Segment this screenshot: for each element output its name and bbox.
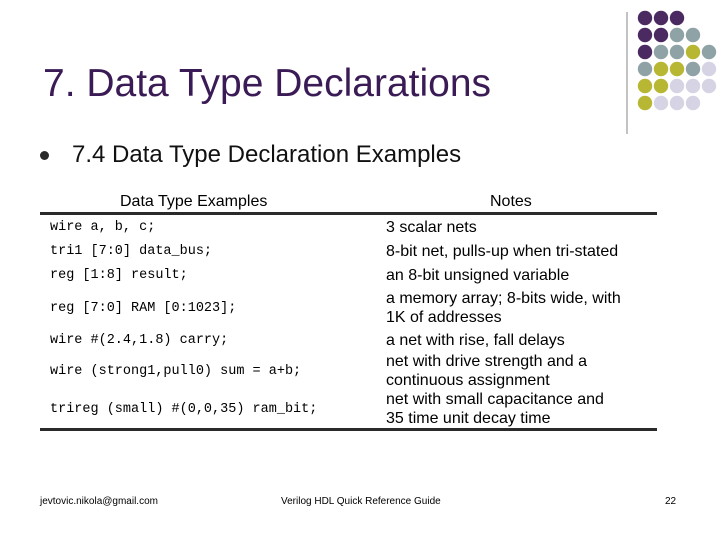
bullet-icon: [40, 151, 49, 160]
decorative-dot: [654, 96, 668, 110]
note-line: 8-bit net, pulls-up when tri-stated: [386, 242, 619, 260]
decorative-dot: [654, 62, 668, 76]
footer-title: Verilog HDL Quick Reference Guide: [281, 496, 441, 507]
decorative-dot: [702, 45, 716, 59]
note-cell: [376, 215, 657, 239]
decorative-dot: [638, 62, 652, 76]
header-examples: Data Type Examples: [120, 193, 268, 210]
note-cell: [376, 263, 657, 288]
bullet-item: [40, 141, 461, 169]
table-bottom-rule: [40, 428, 657, 431]
header-notes: Notes: [490, 193, 532, 210]
decorative-dot: [670, 96, 684, 110]
footer-email: jevtovic.nikola@gmail.com: [40, 496, 158, 507]
decorative-dot: [686, 79, 700, 93]
decorative-dot: [638, 11, 652, 25]
decorative-dot: [686, 45, 700, 59]
table-row: [40, 390, 657, 428]
code-cell: reg [7:0] RAM [0:1023];: [50, 300, 237, 316]
code-cell: wire #(2.4,1.8) carry;: [50, 332, 229, 348]
code-cell: tri1 [7:0] data_bus;: [50, 243, 213, 259]
note-line: 3 scalar nets: [386, 218, 477, 236]
decorative-dot: [654, 45, 668, 59]
decorative-dot: [670, 62, 684, 76]
decorative-dot: [654, 79, 668, 93]
note-cell: [376, 288, 657, 328]
code-cell: reg [1:8] result;: [50, 268, 188, 283]
note-line: 35 time unit decay time: [386, 410, 551, 427]
decorative-dot: [654, 28, 668, 42]
note-cell: [376, 239, 657, 263]
note-line: a memory array; 8-bits wide, with: [386, 290, 621, 307]
code-cell: wire (strong1,pull0) sum = a+b;: [50, 363, 302, 379]
decorative-dot: [670, 45, 684, 59]
note-cell: [376, 390, 657, 428]
decorative-dot: [702, 62, 716, 76]
decorative-dot: [638, 96, 652, 110]
page-number: 22: [665, 496, 677, 507]
note-cell: [376, 328, 657, 352]
decorative-dot: [638, 28, 652, 42]
decorative-dot: [686, 62, 700, 76]
table-row: [40, 352, 657, 390]
decorative-dot: [670, 11, 684, 25]
table-row: [40, 328, 657, 352]
decorative-dot: [686, 28, 700, 42]
decorative-dot: [686, 96, 700, 110]
note-line: 1K of addresses: [386, 309, 502, 326]
note-line: an 8-bit unsigned variable: [386, 267, 570, 284]
decorative-dot: [638, 79, 652, 93]
table-row: [40, 215, 657, 239]
note-cell: [376, 352, 657, 390]
decorative-dot: [702, 79, 716, 93]
slide-title: 7. Data Type Declarations: [43, 62, 492, 105]
code-cell: wire a, b, c;: [50, 219, 156, 235]
code-cell: trireg (small) #(0,0,35) ram_bit;: [50, 401, 318, 417]
decorative-dot: [670, 79, 684, 93]
note-line: a net with rise, fall delays: [386, 331, 565, 349]
bullet-text: 7.4 Data Type Declaration Examples: [72, 141, 462, 168]
note-line: net with drive strength and a: [386, 353, 588, 370]
decorative-dot: [654, 11, 668, 25]
decorative-dot: [638, 45, 652, 59]
note-line: continuous assignment: [386, 372, 550, 389]
table-header: [40, 189, 657, 215]
examples-table: [40, 189, 657, 431]
decorative-dot: [670, 28, 684, 42]
table-body: [40, 215, 657, 428]
table-row: [40, 288, 657, 328]
table-row: [40, 263, 657, 288]
note-line: net with small capacitance and: [386, 391, 604, 408]
table-row: [40, 239, 657, 263]
